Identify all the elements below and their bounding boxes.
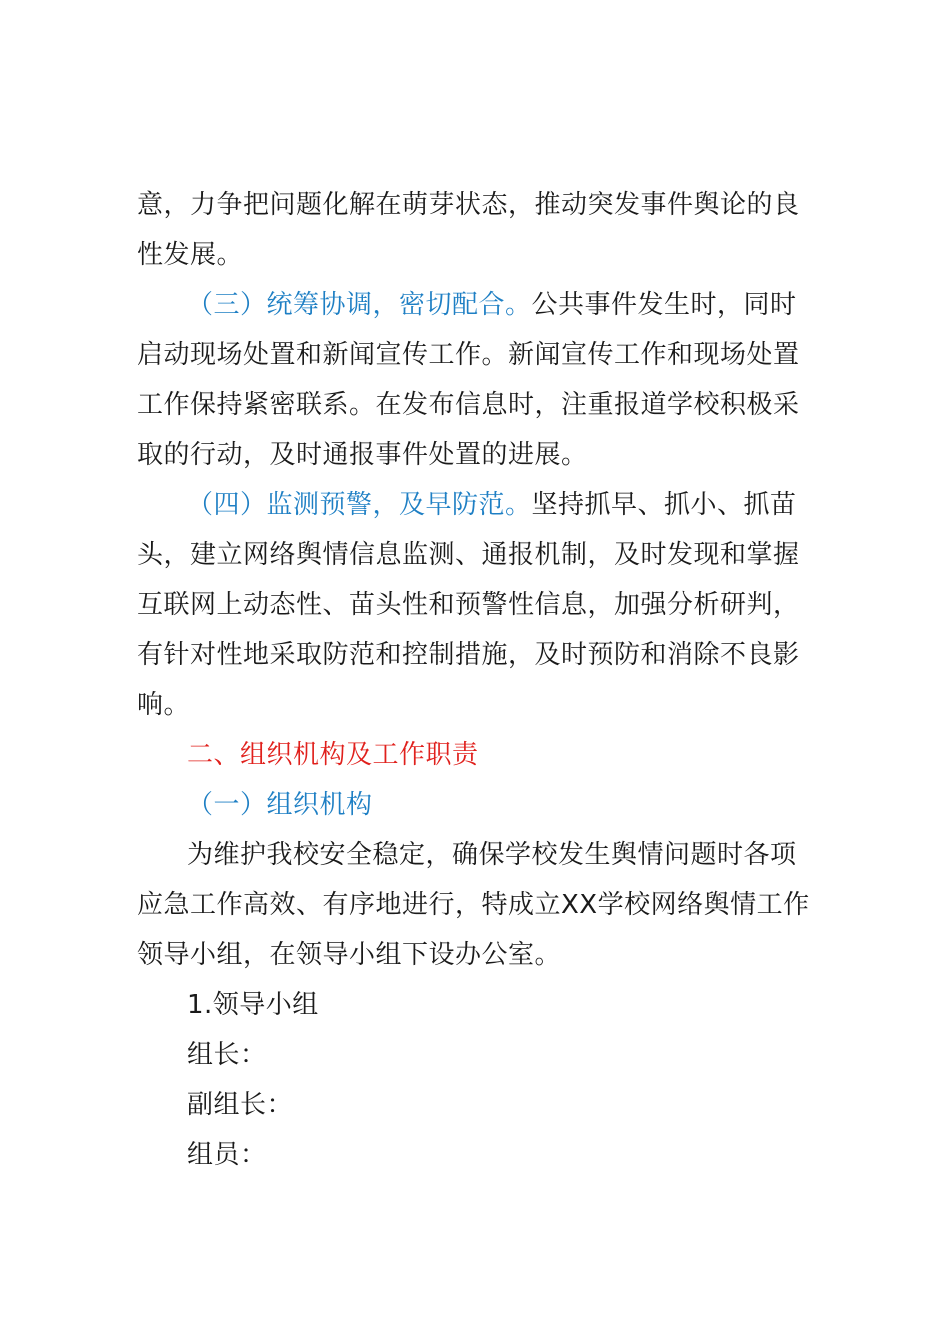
paragraph-line bbox=[187, 288, 797, 322]
leader-label: 组长： bbox=[187, 1040, 267, 1070]
body-text: 公共事件发生时，同时 bbox=[531, 290, 797, 320]
body-text-line: 响。 bbox=[137, 690, 191, 720]
body-text-line: 有针对性地采取防范和控制措施，及时预防和消除不良影 bbox=[137, 640, 800, 670]
body-text: 坚持抓早、抓小、抓苗 bbox=[531, 490, 797, 520]
body-text-line: 应急工作高效、有序地进行，特成立XX学校网络舆情工作 bbox=[137, 890, 810, 920]
body-text-line: 互联网上动态性、苗头性和预警性信息，加强分析研判， bbox=[137, 590, 800, 620]
paragraph-line bbox=[187, 488, 797, 522]
members-label: 组员： bbox=[187, 1140, 267, 1170]
body-text-line: 性发展。 bbox=[137, 240, 244, 270]
deputy-leader-label: 副组长： bbox=[187, 1090, 294, 1120]
body-text-line: 启动现场处置和新闻宣传工作。新闻宣传工作和现场处置 bbox=[137, 340, 800, 370]
body-text-line: 工作保持紧密联系。在发布信息时，注重报道学校积极采 bbox=[137, 390, 800, 420]
body-text-line: 意，力争把问题化解在萌芽状态，推动突发事件舆论的良 bbox=[137, 190, 800, 220]
body-text-line: 取的行动，及时通报事件处置的进展。 bbox=[137, 440, 588, 470]
body-text-line: 头，建立网络舆情信息监测、通报机制，及时发现和掌握 bbox=[137, 540, 800, 570]
section-heading: 二、组织机构及工作职责 bbox=[187, 740, 479, 770]
subsection-heading: （一）组织机构 bbox=[187, 790, 373, 820]
subsection-heading: （四）监测预警，及早防范。 bbox=[187, 490, 532, 520]
list-item-heading: 1.领导小组 bbox=[187, 990, 319, 1020]
body-text-line: 为维护我校安全稳定，确保学校发生舆情问题时各项 bbox=[187, 840, 797, 870]
subsection-heading: （三）统筹协调，密切配合。 bbox=[187, 290, 532, 320]
body-text-line: 领导小组，在领导小组下设办公室。 bbox=[137, 940, 562, 970]
